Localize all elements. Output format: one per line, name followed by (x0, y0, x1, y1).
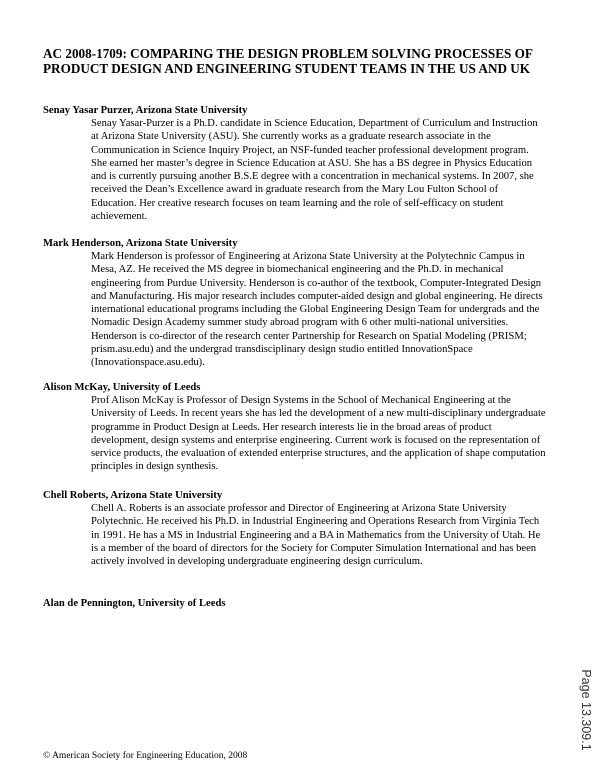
author-name: Alan de Pennington, University of Leeds (43, 598, 226, 609)
author-bio: Mark Henderson is professor of Engineering at Arizona State University at the Polytechnic Campus in Mesa, AZ. He received the MS degree in biomechanical engineering and the Ph.D. in mechanical engineering from Purdue University. Henderson is co-author of the textbook, Computer-Integrated Design and Manufacturing. His major research includes computer-aided design and global engineering. He directs international educational programs including the Global Engineering Design Team for undergrads and the Nomadic Design Academy summer study abroad program with 6 other multi-national universities. Henderson is co-director of the research center Partnership for Research on Spatial Modeling (PRISM; prism.asu.edu) and the undergrad transdisciplinary design studio entitled InnovationSpace (Innovationspace.asu.edu). (91, 251, 543, 369)
author-name: Chell Roberts, Arizona State University (43, 490, 223, 501)
author-section (43, 489, 563, 568)
copyright-footer: © American Society for Engineering Education, 2008 (43, 751, 248, 761)
paper-title: AC 2008-1709: COMPARING THE DESIGN PROBLEM SOLVING PROCESSES OF PRODUCT DESIGN AND ENGINEERING STUDENT TEAMS IN THE US AND UK (43, 46, 533, 76)
author-section (43, 237, 563, 370)
page-number: Page 13.309.1 (579, 669, 593, 751)
author-name: Alison McKay, University of Leeds (43, 382, 201, 393)
author-bio: Senay Yasar-Purzer is a Ph.D. candidate in Science Education, Department of Curriculum and Instruction at Arizona State University (ASU). She currently works as a graduate research associate in the Communication in Science Inquiry Project, an NSF-funded teacher professional development program. She earned her master’s degree in Science Education at ASU. She has a BS degree in Physics Education and is currently pursuing another B.S.E degree with a concentration in mechanical systems. In 2007, she received the Dean’s Excellence award in graduate research from the Mary Lou Fulton School of Education. Her creative research focuses on team learning and the role of self-efficacy on student achievement. (91, 118, 538, 223)
author-name: Senay Yasar Purzer, Arizona State University (43, 105, 248, 116)
author-bio: Prof Alison McKay is Professor of Design Systems in the School of Mechanical Engineering at the University of Leeds. In recent years she has led the development of a new multi-disciplinary undergraduate programme in Product Design at Leeds. Her research interests lie in the broad areas of product development, design systems and enterprise engineering. Current work is focused on the representation of service products, the evaluation of extended enterprise structures, and the application of shape computation principles in design synthesis. (91, 395, 546, 473)
author-section (43, 597, 563, 610)
author-name: Mark Henderson, Arizona State University (43, 238, 238, 249)
author-section (43, 104, 563, 223)
author-bio: Chell A. Roberts is an associate professor and Director of Engineering at Arizona State University Polytechnic. He received his Ph.D. in Industrial Engineering and Operations Research from Virginia Tech in 1991. He has a MS in Industrial Engineering and a BA in Mathematics from the University of Utah. He is a member of the board of directors for the Society for Computer Simulation International and has been actively involved in developing undergraduate engineering design curriculum. (91, 503, 541, 568)
author-section (43, 381, 563, 474)
